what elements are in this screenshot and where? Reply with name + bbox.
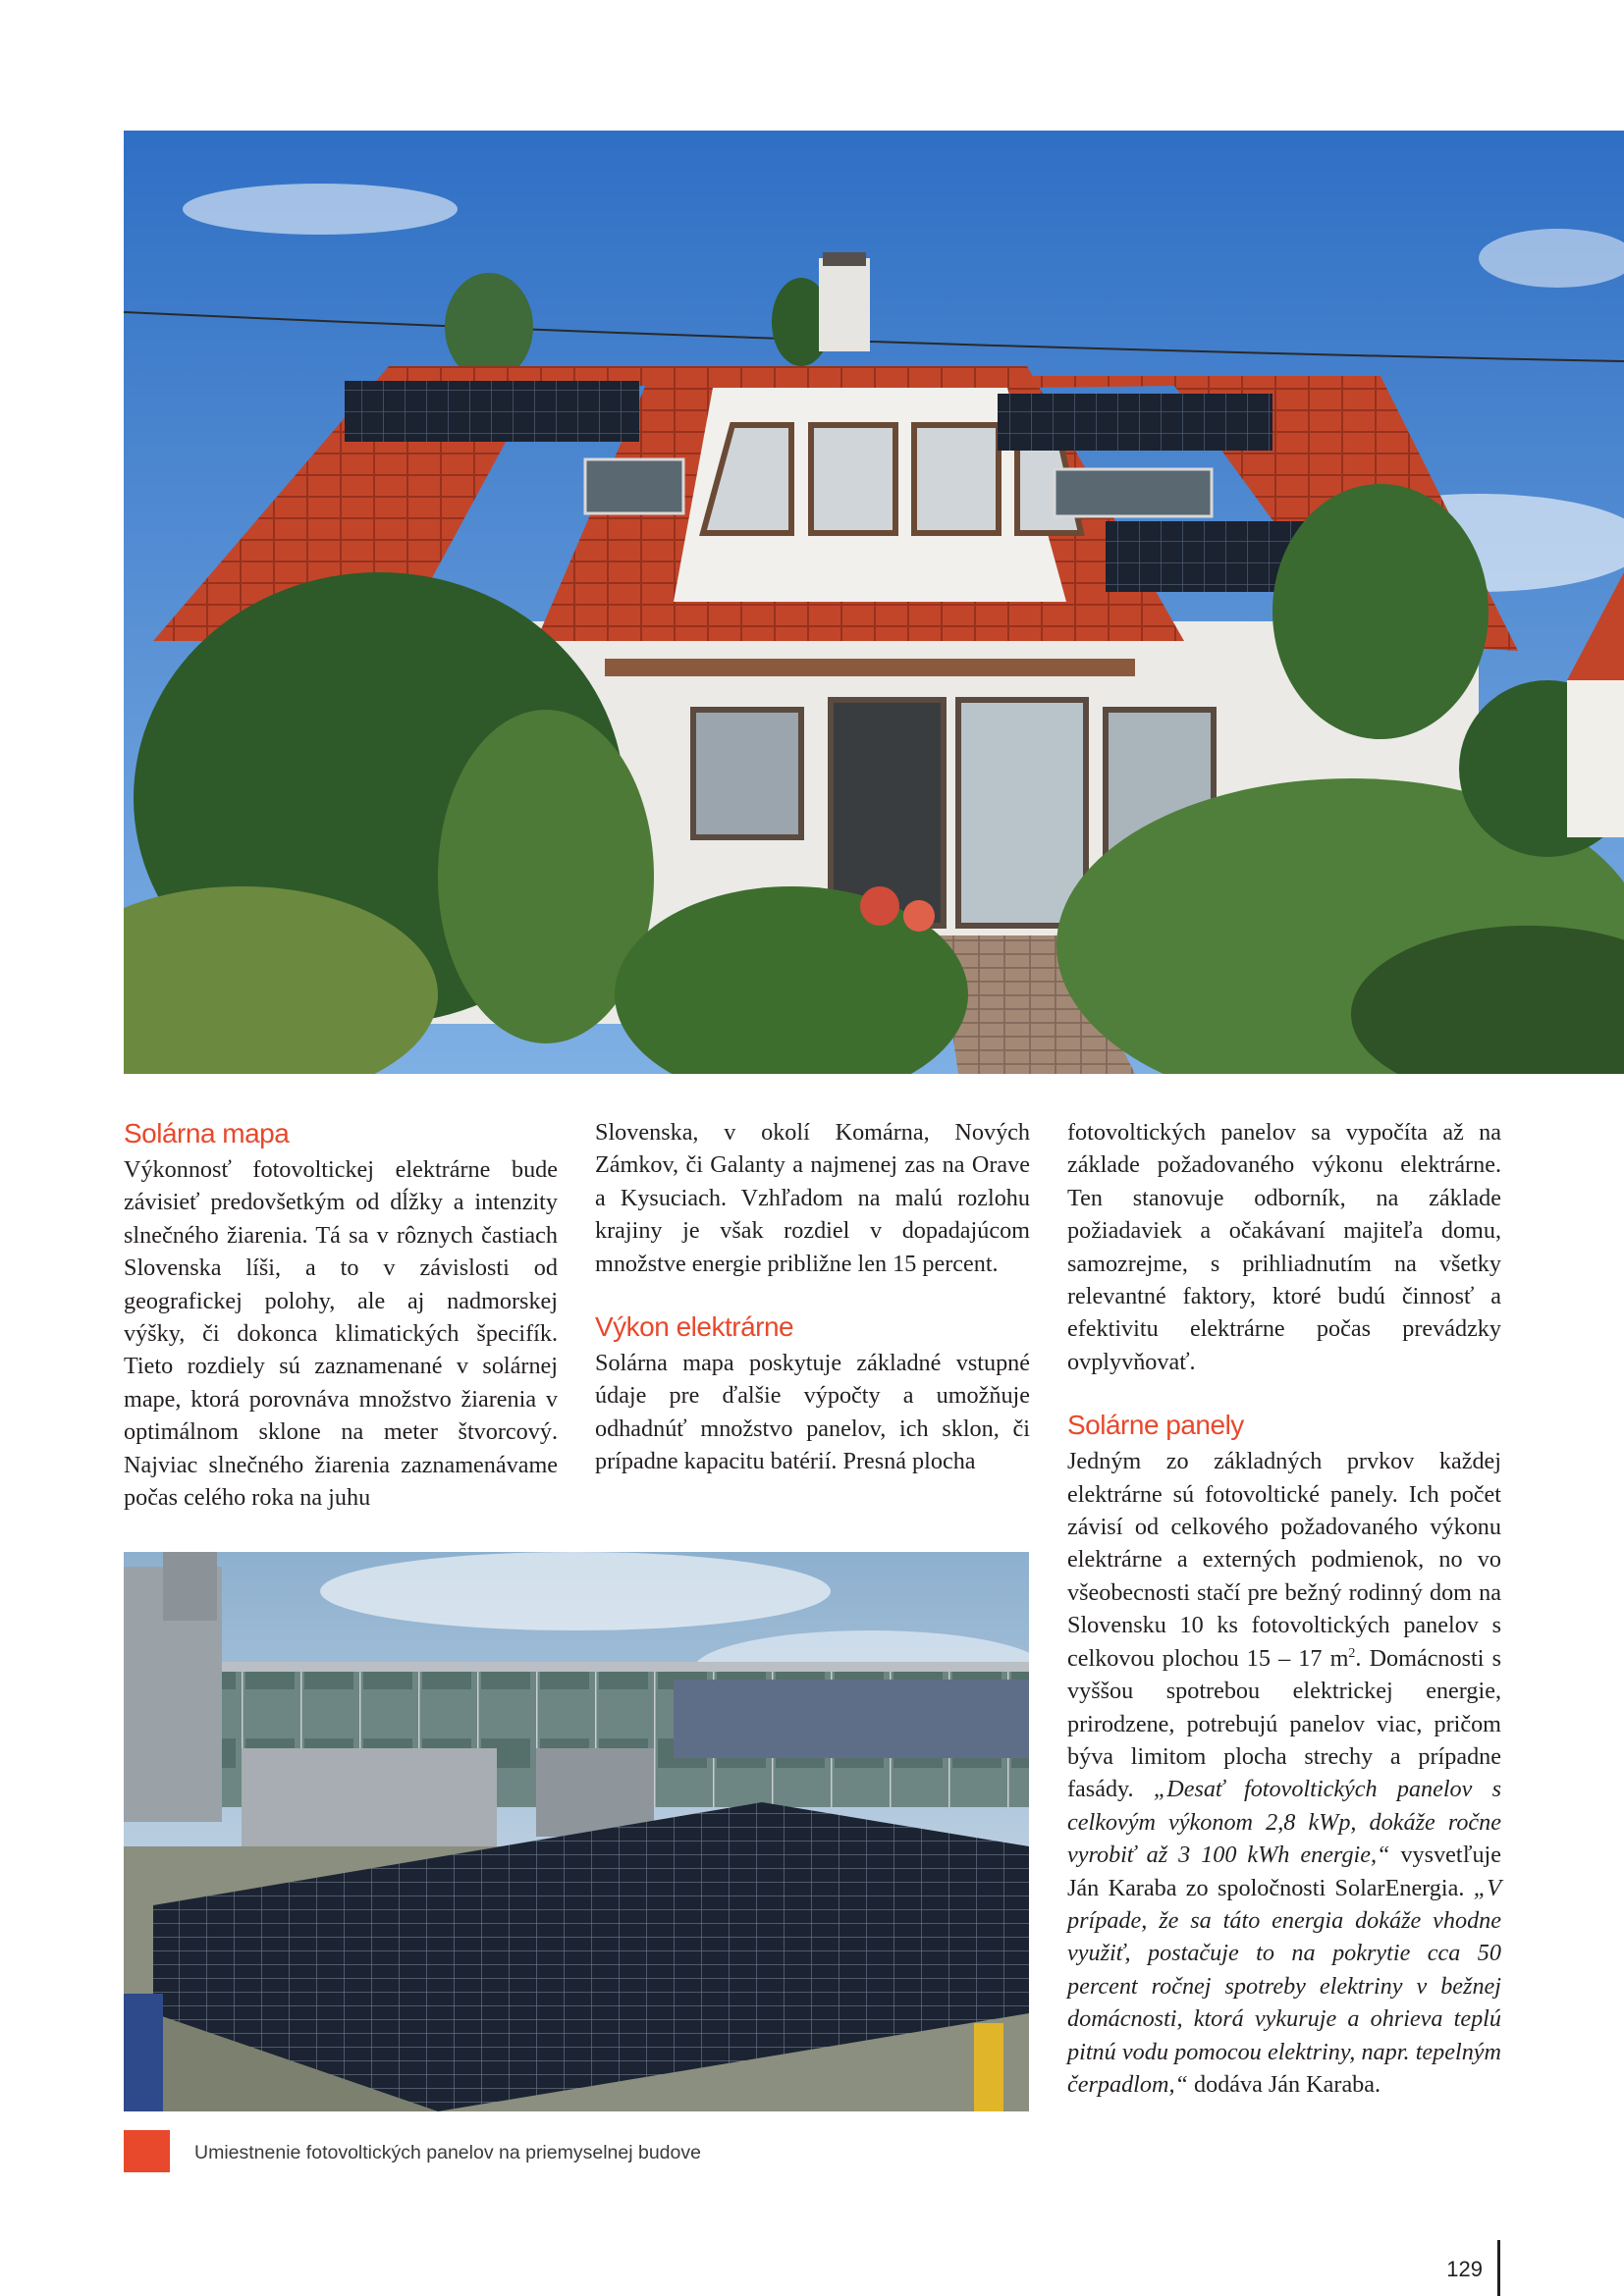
paragraph-solarna-mapa-continued: Slovenska, v okolí Komárna, Nových Zámkov, či Galanty a najmenej zas na Orave a Kysuciach. Vzhľadom na malú rozlohu krajiny je však rozdiel v dopadajúcom množstve energie približne len 15 percent. (595, 1119, 1030, 1277)
text-run: . Domácnosti s vyššou spotrebou elektrickej energie, prirodzene, potrebujú panelov viac, pričom býva limitom plocha strechy a prípadne fasády. (1067, 1644, 1501, 1803)
column-2 (595, 1116, 1030, 1478)
heading-solarne-panely: Solárne panely (1067, 1410, 1244, 1441)
heading-vykon-elektrarne: Výkon elektrárne (595, 1311, 794, 1343)
house-with-rooftop-solar-panels-photo-icon (124, 131, 1624, 1074)
page-number-rule (1497, 2240, 1500, 2296)
superscript: 2 (1348, 1645, 1356, 1661)
industrial-rooftop-solar-array-photo-icon (124, 1552, 1029, 2111)
paragraph-vykon-elektrarne: Solárna mapa poskytuje základné vstupné údaje pre ďalšie výpočty a umožňuje odhadnúť množstvo panelov, ich sklon, či prípadne kapacitu batérií. Presná plocha (595, 1350, 1030, 1475)
text-run: vysvetľuje Ján Karaba zo spoločnosti SolarEnergia. (1067, 1842, 1501, 1901)
photo-caption: Umiestnenie fotovoltických panelov na priemyselnej budove (194, 2142, 701, 2163)
text-run: Jedným zo základných prvkov každej elektrárne sú fotovoltické panely. Ich počet závisí od celkového požadovaného výkonu elektrárne a externých podmienok, no vo všeobecnosti stačí pre bežný rodinný dom na Slovensku 10 ks fotovoltických panelov s celkovou plochou 15 – 17 m (1067, 1448, 1501, 1672)
caption-marker (124, 2130, 170, 2172)
paragraph-vykon-elektrarne-continued: fotovoltických panelov sa vypočíta až na základe požadovaného výkonu elektrárne. Ten stanovuje odborník, na základe požiadaviek a očakávaní majiteľa domu, samozrejme, s prihliadnutím na všetky relevantné faktory, ktoré budú činnosť a efektivitu elektrárne počas prevádzky ovplyvňovať. (1067, 1119, 1501, 1375)
house-solar-photo (124, 131, 1624, 1074)
column-3 (1067, 1116, 1501, 2101)
paragraph-solarna-mapa: Výkonnosť fotovoltickej elektrárne bude závisieť predovšetkým od dĺžky a intenzity slnečného žiarenia. Tá sa v rôznych častiach Slovenska líši, a to v závislosti od geografickej polohy, ale aj nadmorskej výšky, či dokonca klimatických špecifík. Tieto rozdiely sú zaznamenané v solárnej mape, ktorá porovnáva množstvo žiarenia v optimálnom sklone na meter štvorcový. Najviac slnečného žiarenia zaznamenávame počas celého roka na juhu (124, 1156, 558, 1512)
paragraph-solarne-panely (1067, 1445, 1501, 2101)
quote-karaba-2: „V prípade, že sa táto energia dokáže vhodne využiť, postačuje to na pokrytie cca 50 percent ročnej spotreby elektriny v bežnej domácnosti, ktorá vykuruje a ohrieva teplú pitnú vodu pomocou elektriny, napr. tepelným čerpadlom,“ (1067, 1874, 1501, 2098)
quote-karaba-1: „Desať fotovoltických panelov s celkovým výkonom 2,8 kWp, dokáže ročne vyrobiť až 3 100 kWh energie,“ (1067, 1776, 1502, 1869)
heading-solarna-mapa: Solárna mapa (124, 1118, 290, 1148)
page-number: 129 (1446, 2257, 1483, 2281)
text-run: dodáva Ján Karaba. (1187, 2070, 1381, 2098)
industrial-roof-solar-photo (124, 1552, 1029, 2111)
column-1 (124, 1116, 558, 1514)
